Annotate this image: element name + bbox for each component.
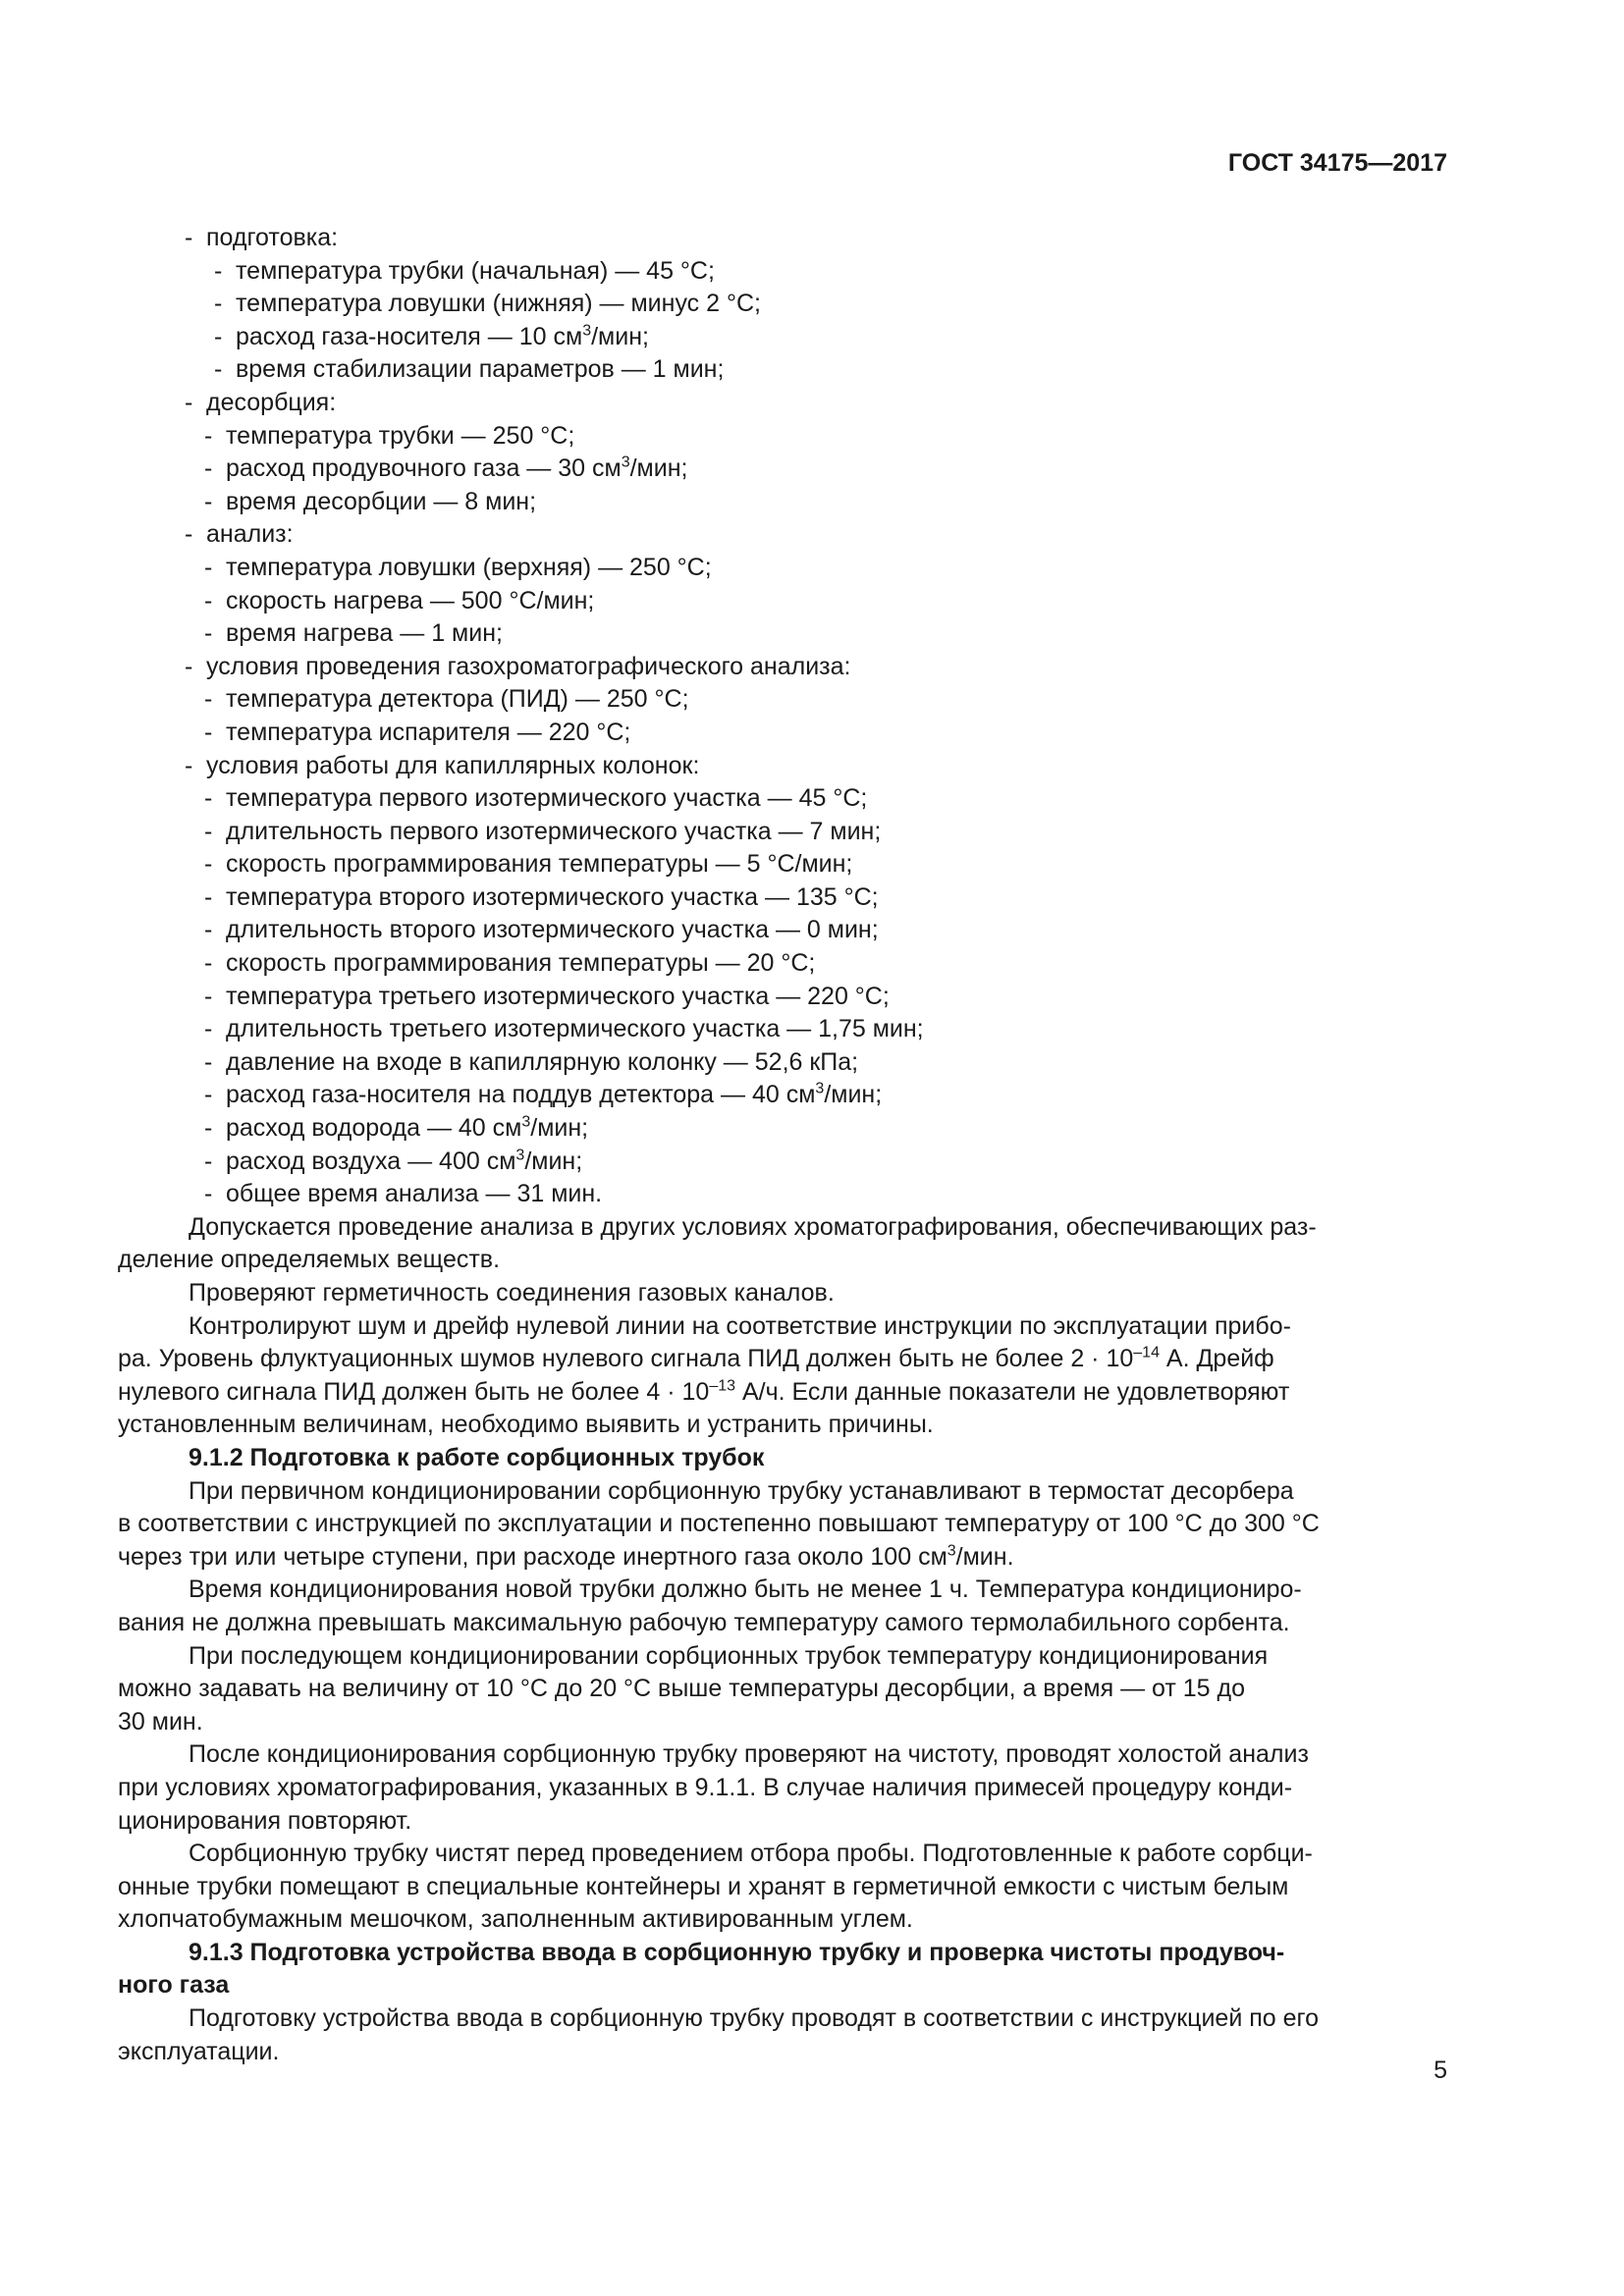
paragraph-continuation: ционирования повторяют. [118,1806,412,1835]
list-item: - давление на входе в капиллярную колонку — 52,6 кПа; [204,1047,859,1076]
list-item: - время стабилизации параметров — 1 мин; [214,355,725,384]
list-item: - длительность второго изотермического участка — 0 мин; [204,916,879,944]
section-heading: 9.1.2 Подготовка к работе сорбционных трубок [189,1443,765,1471]
paragraph-continuation: установленным величинам, необходимо выявить и устранить причины. [118,1411,934,1439]
page-content [118,222,1449,2068]
list-item: - длительность третьего изотермического участка — 1,75 мин; [204,1015,924,1043]
list-item: - условия работы для капиллярных колонок: [185,751,700,779]
page-number: 5 [1434,2056,1447,2084]
list-item: - температура испарителя — 220 °С; [204,718,631,746]
paragraph: Сорбционную трубку чистят перед проведением отбора пробы. Подготовленные к работе сорбци- [189,1840,1313,1868]
paragraph-continuation: деление определяемых веществ. [118,1246,501,1274]
list-item: - температура трубки (начальная) — 45 °С; [214,256,715,285]
list-item: - расход водорода — 40 $см^3$/мин; [204,1113,589,1143]
document-header: ГОСТ 34175—2017 [1227,149,1447,177]
list-item: - общее время анализа — 31 мин. [204,1180,603,1208]
list-item: - расход воздуха — 400 $см^3$/мин; [204,1147,583,1175]
paragraph: При первичном кондиционировании сорбционную трубку устанавливают в термостат десорбера [189,1476,1294,1505]
paragraph-continuation: эксплуатации. [118,2037,280,2065]
paragraph: Время кондиционирования новой трубки должно быть не менее 1 ч. Температура кондициониро- [189,1575,1302,1604]
list-item: - температура детектора (ПИД) — 250 °С; [204,685,689,714]
list-item: - скорость программирования температуры — 20 °С; [204,949,816,978]
list-item: - температура ловушки (нижняя) — минус 2 °С; [214,290,761,318]
list-item: - расход газа-носителя — 10 $см^3$/мин; [214,322,649,350]
paragraph: Проверяют герметичность соединения газовых каналов. [189,1279,835,1307]
paragraph-continuation: в соответствии с инструкцией по эксплуатации и постепенно повышают температуру от 100 °С до 300 °С [118,1510,1320,1538]
list-item: - десорбция: [185,388,337,416]
list-item: - условия проведения газохроматографического анализа: [185,652,851,680]
paragraph-continuation: 30 мин. [118,1707,203,1735]
list-item: - скорость программирования температуры — 5 °С/мин; [204,850,853,879]
paragraph-continuation: через три или четыре ступени, при расходе инертного газа около 100 $см^3$/мин. [118,1542,1014,1571]
list-item: - время нагрева — 1 мин; [204,619,503,648]
paragraph-continuation: хлопчатобумажным мешочком, заполненным активированным углем. [118,1905,913,1934]
paragraph-continuation: вания не должна превышать максимальную рабочую температуру самого термолабильного сорбента. [118,1608,1290,1636]
list-item: - температура третьего изотермического участка — 220 °С; [204,982,890,1010]
paragraph: Подготовку устройства ввода в сорбционную трубку проводят в соответствии с инструкцией по его [189,2004,1320,2033]
paragraph: Допускается проведение анализа в других условиях хроматографирования, обеспечивающих раз- [189,1212,1317,1241]
list-item: - скорость нагрева — 500 °С/мин; [204,586,595,614]
list-item: - длительность первого изотермического участка — 7 мин; [204,817,882,845]
list-item: - время десорбции — 8 мин; [204,487,537,515]
paragraph: При последующем кондиционировании сорбционных трубок температуру кондиционирования [189,1641,1269,1670]
list-item: - подготовка: [185,224,339,251]
paragraph-continuation: нулевого сигнала ПИД должен быть не более $4 \cdot 10^{-13}$ А/ч. Если данные показатели не удовлетворяют [118,1377,1290,1406]
paragraph-continuation: ра. Уровень флуктуационных шумов нулевого сигнала ПИД должен быть не более $2 \cdot 10^{-14}$ А. Дрейф [118,1344,1274,1373]
paragraph-continuation: можно задавать на величину от 10 °С до 20 °С выше температуры десорбции, а время — от 15 до [118,1675,1246,1703]
list-item: - температура трубки — 250 °С; [204,421,575,450]
section-heading-continuation: ного газа [118,1971,230,2000]
list-item: - температура второго изотермического участка — 135 °С; [204,882,879,911]
paragraph: После кондиционирования сорбционную трубку проверяют на чистоту, проводят холостой анализ [189,1740,1309,1769]
paragraph-continuation: онные трубки помещают в специальные контейнеры и хранят в герметичной емкости с чистым белым [118,1872,1289,1900]
list-item: - анализ: [185,520,294,549]
list-item: - температура первого изотермического участка — 45 °С; [204,784,868,813]
list-item: - расход газа-носителя на поддув детектора — 40 $см^3$/мин; [204,1081,883,1109]
list-item: - расход продувочного газа — 30 $см^3$/мин; [204,454,688,483]
section-heading: 9.1.3 Подготовка устройства ввода в сорбционную трубку и проверка чистоты продувоч- [189,1938,1285,1966]
paragraph: Контролируют шум и дрейф нулевой линии на соответствие инструкции по эксплуатации прибо- [189,1311,1291,1340]
paragraph-continuation: при условиях хроматографирования, указанных в 9.1.1. В случае наличия примесей процедуру конди- [118,1773,1293,1801]
list-item: - температура ловушки (верхняя) — 250 °С; [204,553,712,581]
